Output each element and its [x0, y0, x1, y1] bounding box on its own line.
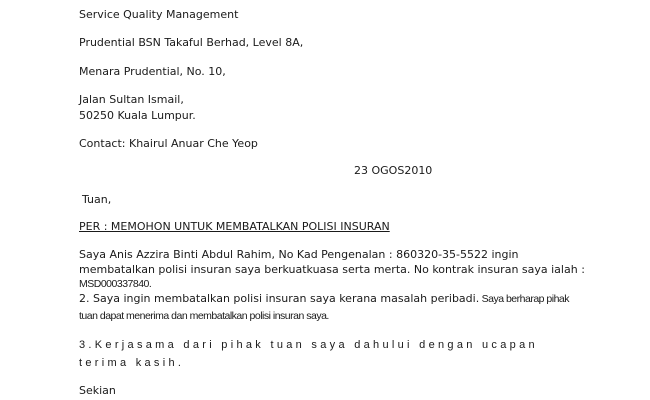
recipient-building: Menara Prudential, No. 10, [79, 65, 226, 78]
letter-date: 23 OGOS2010 [354, 164, 433, 177]
body-paragraph-1-line-2: membatalkan polisi insuran saya berkuatkuasa serta merta. No kontrak insuran saya ialah : [79, 263, 585, 276]
body-paragraph-2-line-1-main: 2. Saya ingin membatalkan polisi insuran saya kerana masalah peribadi. [79, 292, 480, 305]
contact-person: Contact: Khairul Anuar Che Yeop [79, 137, 258, 150]
recipient-street: Jalan Sultan Ismail, [79, 93, 184, 106]
body-paragraph-1-line-1: Saya Anis Azzira Binti Abdul Rahim, No Kad Pengenalan : 860320-35-5522 ingin [79, 248, 519, 261]
recipient-department: Service Quality Management [79, 8, 239, 21]
subject-line: PER : MEMOHON UNTUK MEMBATALKAN POLISI INSURAN [79, 220, 390, 233]
recipient-company: Prudential BSN Takaful Berhad, Level 8A, [79, 36, 304, 49]
body-paragraph-2-line-2: tuan dapat menerima dan membatalkan polisi insuran saya. [79, 310, 329, 322]
closing: Sekian [79, 384, 116, 397]
body-paragraph-2-line-1 [79, 292, 569, 306]
body-contract-number: MSD000337840. [79, 278, 152, 290]
body-paragraph-3-line-1: 3.Kerjasama dari pihak tuan saya dahului dengan ucapan [79, 339, 538, 351]
recipient-postcode-city: 50250 Kuala Lumpur. [79, 109, 196, 122]
body-paragraph-2-line-1-tail: Saya berharap pihak [479, 293, 570, 305]
salutation: Tuan, [82, 193, 112, 206]
body-paragraph-3-line-2: terima kasih. [79, 357, 185, 369]
